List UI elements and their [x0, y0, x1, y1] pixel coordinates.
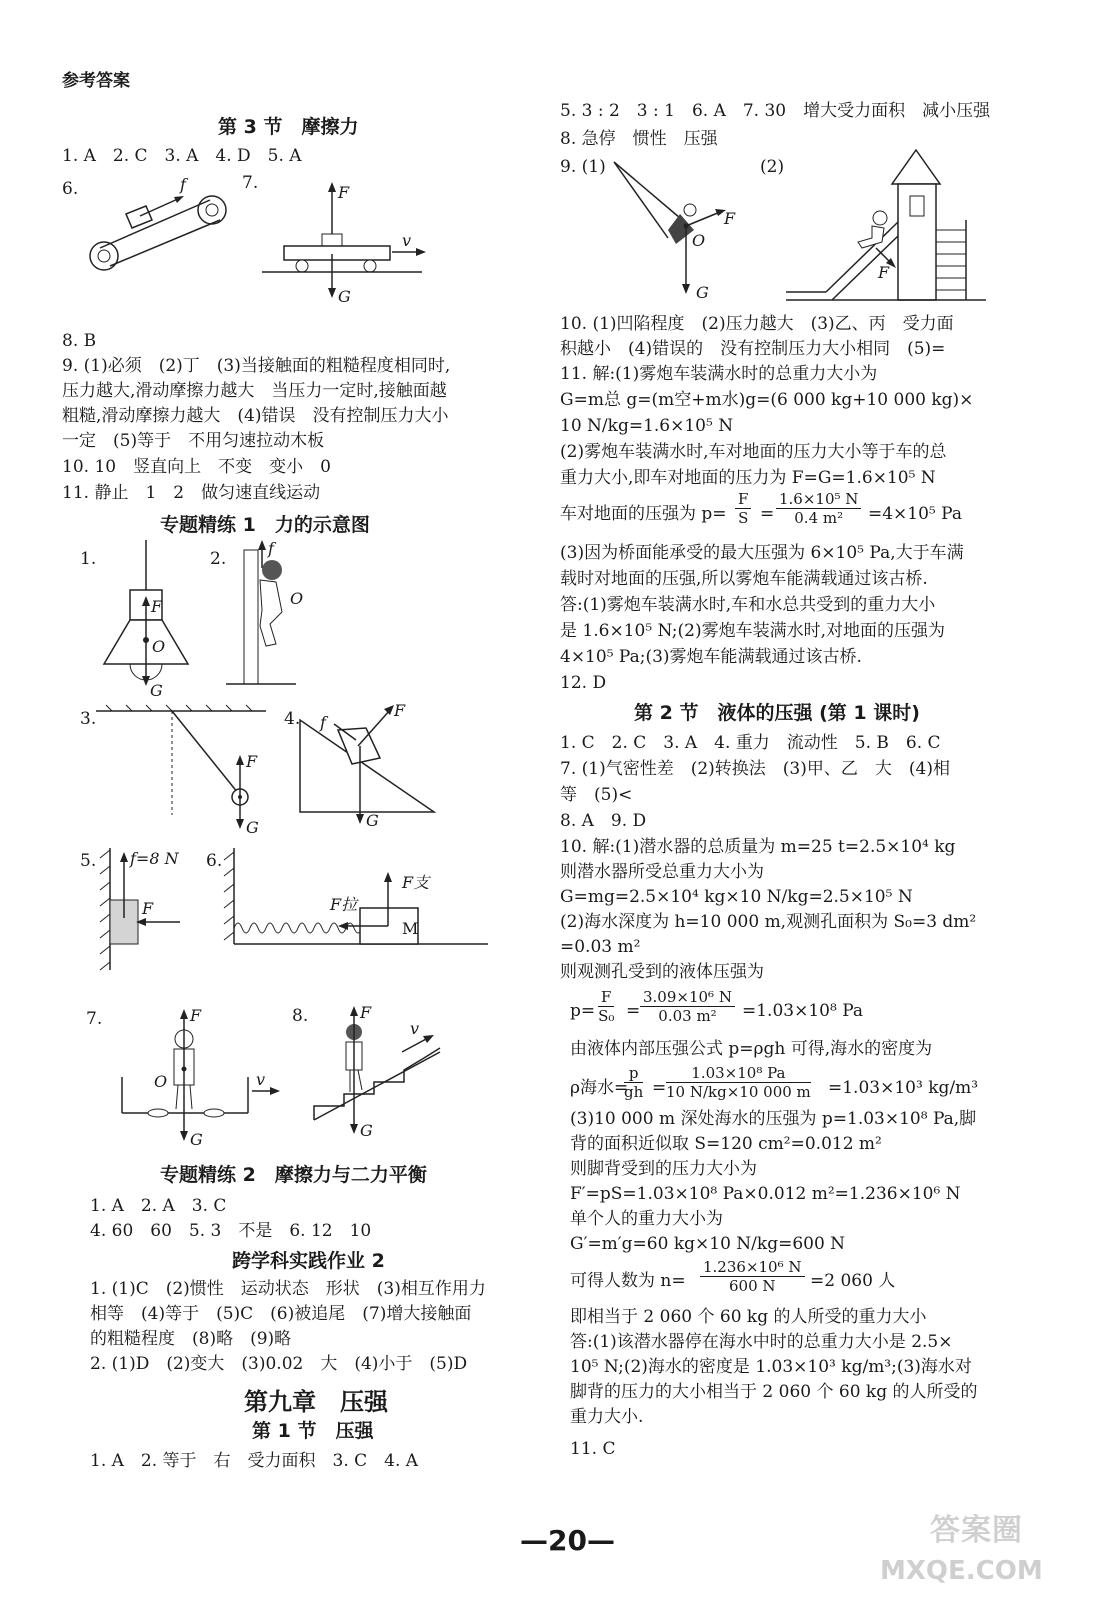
label-G: G: [696, 283, 709, 302]
question-number: (2): [760, 157, 785, 177]
answer-line: 单个人的重力大小为: [570, 1209, 723, 1229]
answer-line: 1. C 2. C 3. A 4. 重力 流动性 5. B 6. C: [560, 733, 941, 753]
pole-climber-diagram: [226, 540, 316, 690]
answer-line: 积越小 (4)错误的 没有控制压力大小相同 (5)=: [560, 339, 946, 359]
label-G: G: [190, 1130, 203, 1149]
answer-line: 5. 3 : 2 3 : 1 6. A 7. 30 增大受力面积 减小压强: [560, 101, 991, 121]
answer-line: 由液体内部压强公式 p=ρgh 可得,海水的密度为: [570, 1039, 933, 1059]
fraction: $\frac{\text{1.03×10⁸ Pa}}{10 N/kg\times 10 000 m}$: [666, 1064, 811, 1101]
answer-line: 则观测孔受到的液体压强为: [560, 962, 764, 982]
label-G: G: [150, 681, 163, 700]
page-header: 参考答案: [62, 71, 130, 91]
answer-line: (3)10 000 m 深处海水的压强为 p=1.03×10⁸ Pa,脚: [570, 1109, 977, 1129]
label-F: F: [878, 263, 890, 282]
label-G: G: [246, 818, 259, 837]
label-v: v: [256, 1070, 266, 1089]
question-number: 1.: [80, 549, 97, 569]
answer-line: 1. A 2. 等于 右 受力面积 3. C 4. A: [90, 1451, 419, 1471]
formula-text: =1.03×10³ kg/m³: [828, 1078, 979, 1098]
swing-diagram: [610, 158, 760, 308]
section-title: 第 1 节 压强: [252, 1420, 374, 1442]
formula-text: ρ海水=: [570, 1078, 629, 1098]
section-title: 专题精练 1 力的示意图: [160, 514, 370, 536]
formula-text: =4×10⁵ Pa: [868, 504, 962, 524]
section-title: 专题精练 2 摩擦力与二力平衡: [160, 1164, 427, 1186]
spring-block-diagram: [224, 848, 494, 958]
label-f: f: [268, 539, 274, 558]
label-Fla: F拉: [330, 895, 358, 914]
answer-line: (2)雾炮车装满水时,车对地面的压力大小等于车的总: [560, 442, 947, 462]
cart-force-diagram: [262, 180, 442, 305]
answer-line: 2. (1)D (2)变大 (3)0.02 大 (4)小于 (5)D: [90, 1354, 468, 1374]
label-f: f: [180, 175, 186, 194]
label-O: O: [154, 1072, 168, 1091]
formula-text: 可得人数为 n=: [570, 1271, 686, 1291]
answer-line: 脚背的压力的大小相当于 2 060 个 60 kg 的人所受的: [570, 1382, 978, 1402]
hanging-lamp-diagram: [96, 540, 206, 700]
chapter-title: 第九章 压强: [244, 1388, 388, 1416]
label-Fzhi: F支: [402, 873, 430, 892]
answer-line: 9. (1)必须 (2)丁 (3)当接触面的粗糙程度相同时,: [62, 356, 451, 376]
answer-line: 1. (1)C (2)惯性 运动状态 形状 (3)相互作用力: [90, 1279, 486, 1299]
label-F: F: [724, 209, 736, 228]
answer-line: G′=m′g=60 kg×10 N/kg=600 N: [570, 1234, 846, 1254]
answer-line: 8. B: [62, 331, 97, 351]
question-number: 7.: [242, 173, 259, 193]
fraction: $\frac{\text{1.236×10⁶ N}}{600 N}$: [700, 1258, 805, 1295]
section-title: 第 3 节 摩擦力: [218, 116, 359, 138]
question-number: 4.: [284, 709, 301, 729]
answer-line: 4×10⁵ Pa;(3)雾炮车能满载通过该古桥.: [560, 647, 862, 667]
formula-text: =: [626, 1001, 641, 1021]
answer-line: 7. (1)气密性差 (2)转换法 (3)甲、乙 大 (4)相: [560, 759, 950, 779]
incline-block-diagram: [300, 700, 440, 830]
answer-line: 则潜水器所受总重力大小为: [560, 862, 764, 882]
answer-line: 10. 解:(1)潜水器的总质量为 m=25 t=2.5×10⁴ kg: [560, 837, 956, 857]
label-G: G: [360, 1121, 373, 1140]
label-G: G: [338, 287, 351, 306]
answer-line: 8. A 9. D: [560, 811, 647, 831]
answer-line: 粗糙,滑动摩擦力越大 (4)错误 没有控制压力大小: [62, 406, 449, 426]
label-O: O: [290, 589, 304, 608]
answer-line: 重力大小,即车对地面的压力为 F=G=1.6×10⁵ N: [560, 468, 936, 488]
formula-text: =2 060 人: [810, 1271, 896, 1291]
answer-line: 11. 静止 1 2 做匀速直线运动: [62, 483, 321, 503]
answer-line: 即相当于 2 060 个 60 kg 的人所受的重力大小: [570, 1307, 927, 1327]
formula-text: =: [652, 1078, 667, 1098]
slide-diagram: [786, 150, 986, 310]
label-F: F: [338, 183, 350, 202]
label-F: F: [142, 899, 154, 918]
answer-line: 则脚背受到的压力大小为: [570, 1159, 757, 1179]
watermark-url: MXQE.COM: [880, 1556, 1043, 1586]
elevator-person-diagram: [118, 1005, 288, 1155]
label-G: G: [366, 811, 379, 830]
label-F: F: [394, 701, 406, 720]
answer-line: 压力越大,滑动摩擦力越大 当压力一定时,接触面越: [62, 381, 447, 401]
conveyor-belt-diagram: [80, 170, 230, 280]
answer-line: 11. C: [570, 1439, 616, 1459]
label-O: O: [692, 231, 706, 250]
answer-line: 载时对地面的压强,所以雾炮车能满载通过该古桥.: [560, 569, 928, 589]
question-number: 6.: [62, 179, 79, 199]
fraction: $\frac{F}{S}$: [735, 490, 751, 527]
answer-line: (3)因为桥面能承受的最大压强为 6×10⁵ Pa,大于车满: [560, 543, 964, 563]
label-F: F: [360, 1003, 372, 1022]
escalator-person-diagram: [310, 1002, 460, 1142]
label-f8: f=8 N: [130, 849, 179, 868]
answer-line: 相等 (4)等于 (5)C (6)被追尾 (7)增大接触面: [90, 1304, 472, 1324]
label-F: F: [246, 752, 258, 771]
answer-line: 1. A 2. C 3. A 4. D 5. A: [62, 146, 302, 166]
answer-line: 一定 (5)等于 不用匀速拉动木板: [62, 431, 325, 451]
answer-line: 12. D: [560, 673, 607, 693]
answer-line: 10 N/kg=1.6×10⁵ N: [560, 416, 734, 436]
question-number: 3.: [80, 709, 97, 729]
question-number: 8.: [292, 1006, 309, 1026]
fraction: $\frac{\text{3.09×10⁶ N}}{\text{0.03 m²}}$: [640, 988, 735, 1025]
answer-line: G=m总 g=(m空+m水)g=(6 000 kg+10 000 kg)×: [560, 390, 974, 410]
fraction: $\frac{p}{gh}$: [624, 1064, 644, 1101]
answer-line: =0.03 m²: [560, 937, 641, 957]
answer-line: 答:(1)雾炮车装满水时,车和水总共受到的重力大小: [560, 595, 936, 615]
answer-line: 10. 10 竖直向上 不变 变小 0: [62, 457, 331, 477]
answer-line: G=mg=2.5×10⁴ kg×10 N/kg=2.5×10⁵ N: [560, 887, 913, 907]
page-number: —20—: [520, 1524, 615, 1557]
answer-line: 10. (1)凹陷程度 (2)压力越大 (3)乙、丙 受力面: [560, 314, 954, 334]
answer-line: 答:(1)该潜水器停在海水中时的总重力大小是 2.5×: [570, 1332, 953, 1352]
answer-line: 1. A 2. A 3. C: [90, 1196, 227, 1216]
label-M: M: [402, 919, 419, 938]
answer-line: 等 (5)<: [560, 785, 633, 805]
answer-line: 4. 60 60 5. 3 不是 6. 12 10: [90, 1221, 372, 1241]
label-O: O: [152, 637, 166, 656]
question-number: 2.: [210, 549, 227, 569]
answer-line: (2)海水深度为 h=10 000 m,观测孔面积为 S₀=3 dm²: [560, 912, 977, 932]
question-number: 5.: [80, 851, 97, 871]
answer-line: 背的面积近似取 S=120 cm²=0.012 m²: [570, 1134, 882, 1154]
answer-line: F′=pS=1.03×10⁸ Pa×0.012 m²=1.236×10⁶ N: [570, 1184, 961, 1204]
section-title: 第 2 节 液体的压强 (第 1 课时): [634, 702, 920, 724]
fraction: $\frac{\text{1.6×10⁵ N}}{\text{0.4 m²}}$: [776, 490, 861, 527]
answer-line: 的粗糙程度 (8)略 (9)略: [90, 1329, 292, 1349]
answer-line: 重力大小.: [570, 1407, 644, 1427]
label-v: v: [402, 231, 412, 250]
question-number: 7.: [86, 1009, 103, 1029]
label-v: v: [410, 1019, 420, 1038]
answer-line: 8. 急停 惯性 压强: [560, 129, 718, 149]
answer-line: 10⁵ N;(2)海水的密度是 1.03×10³ kg/m³;(3)海水对: [570, 1357, 972, 1377]
pendulum-diagram: [96, 705, 276, 835]
formula-text: p=: [570, 1001, 596, 1021]
label-F: F: [190, 1006, 202, 1025]
section-title: 跨学科实践作业 2: [232, 1250, 385, 1272]
label-f: f: [320, 713, 326, 732]
answer-line: 是 1.6×10⁵ N;(2)雾炮车装满水时,对地面的压强为: [560, 621, 946, 641]
question-number: 9. (1): [560, 157, 606, 177]
formula-text: 车对地面的压强为 p=: [560, 504, 727, 524]
question-number: 6.: [206, 851, 223, 871]
formula-text: =1.03×10⁸ Pa: [742, 1001, 864, 1021]
formula-text: =: [760, 504, 775, 524]
fraction: $\frac{F}{\text{S₀}}$: [598, 988, 615, 1025]
label-F: F: [151, 597, 163, 616]
watermark-logo: 答案圈: [930, 1513, 1023, 1548]
wall-block-diagram: [96, 848, 206, 978]
answer-line: 11. 解:(1)雾炮车装满水时的总重力大小为: [560, 364, 878, 384]
